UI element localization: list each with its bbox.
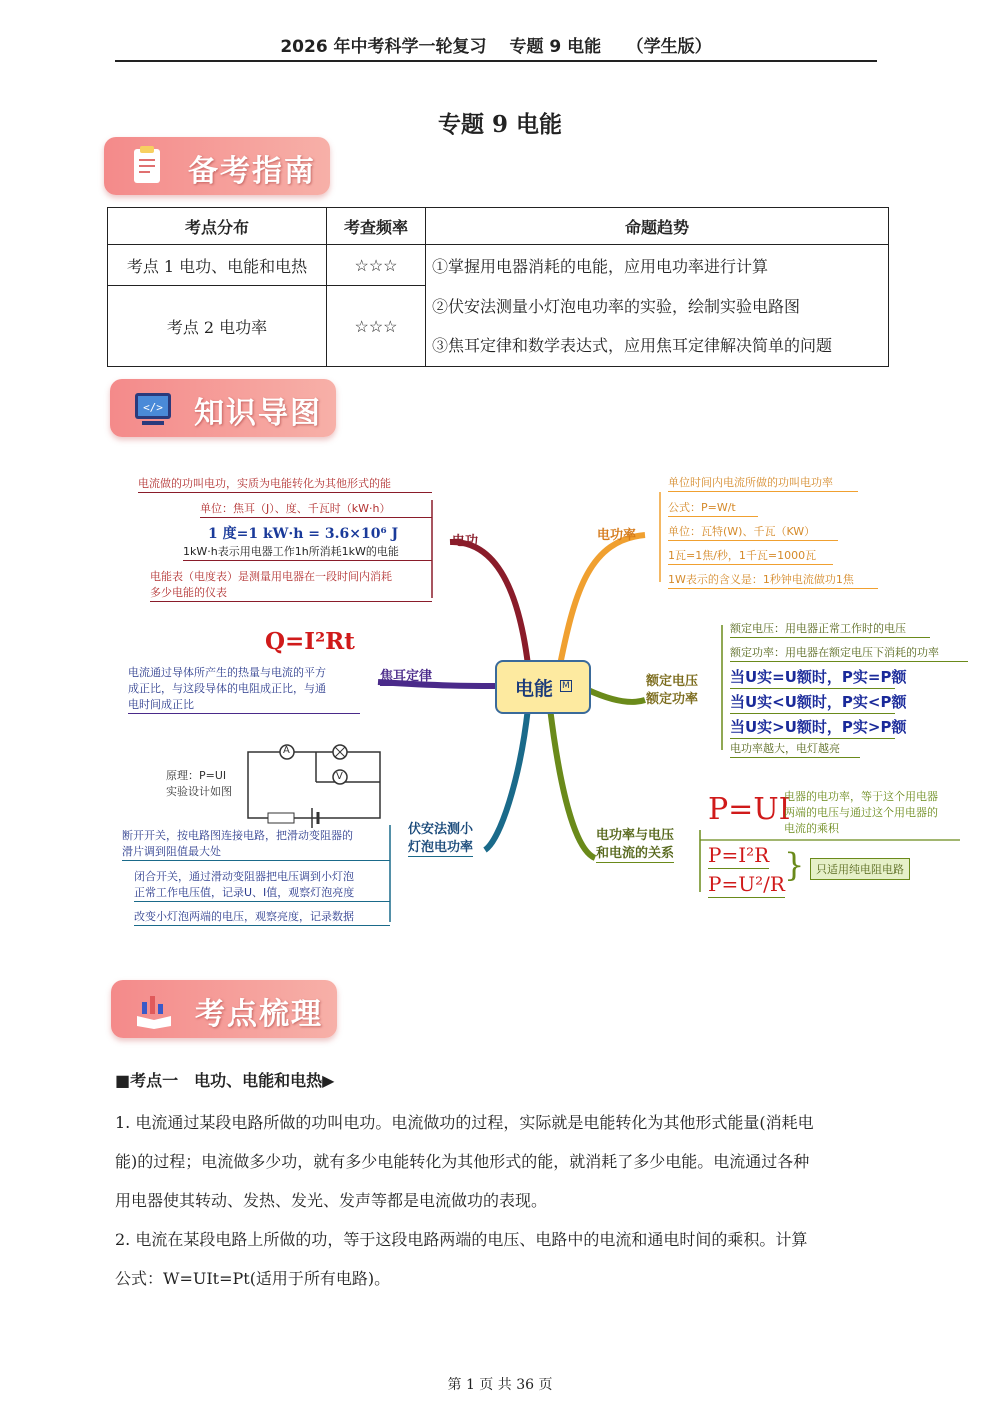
exp-step: 断开开关，按电路图连接电路，把滑动变阻器的 [122,829,353,842]
joule-item: 电时间成正比 [128,696,360,714]
col-point-header: 考点分布 [108,208,327,245]
code-screen-icon [132,387,174,429]
voltmeter-icon: V [336,771,343,782]
relation-desc: 电器的电功率，等于这个用电器 [784,790,938,803]
table-cell: ①掌握用电器消耗的电能，应用电功率进行计算 [426,245,889,286]
relation-desc: 电流的乘积 [784,822,839,835]
power-item: 1W表示的含义是：1秒钟电流做功1焦 [668,571,878,589]
page-footer: 第 1 页 共 36 页 [447,1377,553,1393]
paragraph-2 [115,1220,887,1298]
svg-text:</>: </> [143,401,163,414]
table-cell: ☆☆☆ [327,245,426,286]
table-cell: 考点 2 电功率 [108,286,327,367]
relation-formula: P=UI [708,792,791,827]
mindmap-badge-icon: M [562,681,570,691]
page-title: 专题 9 电能 [437,111,563,138]
rated-rule: 当U实=U额时，P实=P额 [730,666,895,689]
table-cell: 考点 1 电功、电能和电热 [108,245,327,286]
table-cell: ☆☆☆ [327,286,426,367]
work-node[interactable]: 电功 [452,534,479,549]
relation-formula: P=U²/R [708,872,785,896]
note-box: 只适用纯电阻电路 [810,858,910,880]
joule-node[interactable]: 焦耳定律 [380,665,432,686]
joule-item: 电流通过导体所产生的热量与电流的平方 [128,666,326,679]
rated-node[interactable]: 额定功率 [646,692,699,707]
experiment-node[interactable]: 灯泡电功率 [408,836,473,857]
exp-step: 正常工作电压值，记录U、I值，观察灯泡亮度 [134,884,390,902]
exp-principle: 原理：P=UI [166,769,227,782]
relation-node[interactable]: 和电流的关系 [596,842,674,863]
rated-rule: 当U实>U额时，P实>P额 [730,716,895,739]
map-banner [110,379,336,437]
rated-item: 电功率越大，电灯越亮 [730,740,860,758]
joule-item: 成正比，与这段导体的电阻成正比，与通 [128,682,326,695]
rated-item: 额定电压：用电器正常工作时的电压 [730,620,930,638]
paragraph-line: 用电器使其转动、发热、发光、发声等都是电流做功的表现。 [115,1191,548,1210]
section-heading: ■考点一 电功、电能和电热▶ [115,1071,335,1090]
rated-node[interactable]: 额定电压 [646,674,699,689]
work-item: 单位：焦耳（J）、度、千瓦时（kW·h） [200,500,432,518]
exp-principle: 实验设计如图 [166,785,232,798]
guide-banner-label: 备考指南 [188,154,316,189]
work-item: 电能表（电度表）是测量用电器在一段时间内消耗 [150,570,392,583]
brace: } [784,846,805,884]
power-item: 单位：瓦特(W)、千瓦（KW） [668,523,838,541]
work-item: 电流做的功叫电功，实质为电能转化为其他形式的能 [138,475,432,493]
relation-desc: 两端的电压与通过这个用电器的 [784,806,938,819]
experiment-node[interactable]: 伏安法测小 [408,822,474,837]
power-node[interactable]: 电功率 [597,528,637,543]
work-item: 1 度=1 kW·h = 3.6×10⁶ J [208,526,399,542]
col-trend-header: 命题趋势 [426,208,889,245]
rated-rule: 当U实<U额时，P实<P额 [730,691,895,714]
page-header: 2026 年中考科学一轮复习 专题 9 电能 （学生版） [115,32,877,62]
paragraph-line: 能)的过程；电流做多少功，就有多少电能转化为其他形式的能，就消耗了多少电能。电流通过各种 [115,1152,810,1171]
exp-step: 滑片调到阻值最大处 [122,843,390,861]
book-chart-icon [133,988,175,1030]
map-banner-label: 知识导图 [194,396,322,431]
trend-item: ②伏安法测量小灯泡电功率的实验，绘制实验电路图 [432,296,801,316]
points-banner [111,980,337,1038]
paragraph-line: 1. 电流通过某段电路所做的功叫电功。电流做功的过程，实际就是电能转化为其他形式能量(消耗电 [115,1113,814,1132]
exp-step: 改变小灯泡两端的电压，观察亮度，记录数据 [134,908,390,926]
power-item: 1瓦=1焦/秒，1千瓦=1000瓦 [668,547,833,565]
rated-item: 额定功率：用电器在额定电压下消耗的功率 [730,644,968,662]
paragraph-1 [115,1103,887,1220]
power-item: 单位时间内电流所做的功叫电功率 [668,474,858,492]
guide-banner [104,137,330,195]
work-item: 1kW·h表示用电器工作1h所消耗1kW的电能 [183,543,432,561]
paragraph-line: 2. 电流在某段电路上所做的功，等于这段电路两端的电压、电路中的电流和通电时间的乘积。计算 [115,1230,808,1249]
relation-node[interactable]: 电功率与电压 [596,828,675,843]
exp-step: 闭合开关，通过滑动变阻器把电压调到小灯泡 [134,870,354,883]
trend-item: ③焦耳定律和数学表达式，应用焦耳定律解决简单的问题 [432,335,833,355]
center-node-label: 电能 [515,678,554,700]
guide-table [107,207,889,367]
points-banner-label: 考点梳理 [195,997,323,1032]
center-node[interactable] [495,660,591,714]
paragraph-line: 公式：W=UIt=Pt(适用于所有电路)。 [115,1269,391,1288]
ammeter-icon: A [283,745,290,756]
power-item: 公式：P=W/t [668,499,758,517]
joule-formula: Q=I²Rt [265,628,355,655]
col-freq-header: 考查频率 [327,208,426,245]
work-item: 多少电能的仪表 [150,584,432,602]
relation-formula: P=I²R [708,843,770,867]
table-cell [426,286,889,367]
clipboard-icon [126,145,168,187]
